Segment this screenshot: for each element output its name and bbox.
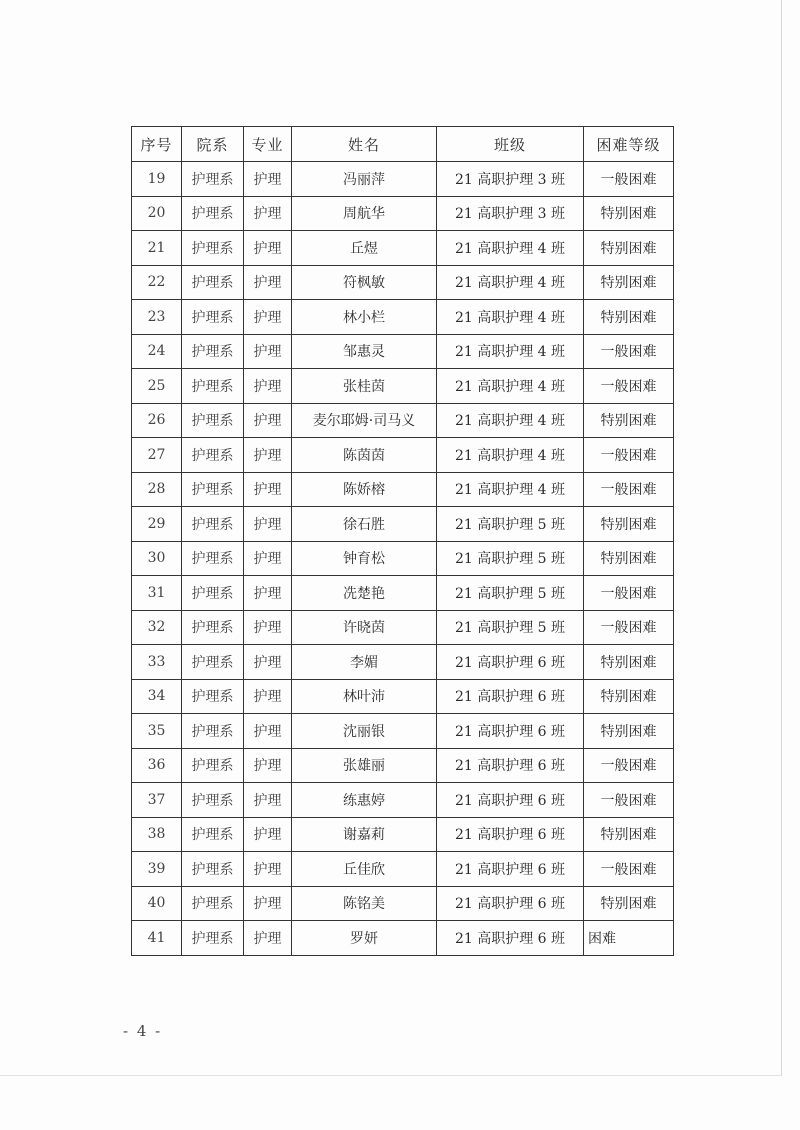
cell-grade: 特别困难 <box>584 231 674 266</box>
cell-seq: 29 <box>132 507 182 542</box>
cell-dept: 护理系 <box>182 403 244 438</box>
table-row <box>132 265 674 300</box>
table-row <box>132 369 674 404</box>
table-row <box>132 610 674 645</box>
cell-class: 21 高职护理 6 班 <box>437 645 584 680</box>
cell-major: 护理 <box>244 576 292 611</box>
cell-major: 护理 <box>244 231 292 266</box>
cell-name: 练惠婷 <box>292 783 437 818</box>
cell-dept: 护理系 <box>182 852 244 887</box>
cell-grade: 一般困难 <box>584 162 674 197</box>
cell-class: 21 高职护理 6 班 <box>437 679 584 714</box>
student-roster-table <box>131 126 674 956</box>
cell-name: 陈娇榕 <box>292 472 437 507</box>
cell-seq: 35 <box>132 714 182 749</box>
cell-name: 丘煜 <box>292 231 437 266</box>
cell-seq: 21 <box>132 231 182 266</box>
cell-name: 周航华 <box>292 196 437 231</box>
cell-grade: 一般困难 <box>584 334 674 369</box>
cell-class: 21 高职护理 5 班 <box>437 576 584 611</box>
cell-dept: 护理系 <box>182 162 244 197</box>
cell-class: 21 高职护理 4 班 <box>437 265 584 300</box>
cell-seq: 28 <box>132 472 182 507</box>
table-row <box>132 438 674 473</box>
cell-dept: 护理系 <box>182 438 244 473</box>
cell-major: 护理 <box>244 645 292 680</box>
cell-seq: 36 <box>132 748 182 783</box>
table-row <box>132 334 674 369</box>
cell-dept: 护理系 <box>182 541 244 576</box>
cell-major: 护理 <box>244 748 292 783</box>
cell-dept: 护理系 <box>182 369 244 404</box>
table-row <box>132 645 674 680</box>
cell-dept: 护理系 <box>182 783 244 818</box>
cell-grade: 特别困难 <box>584 714 674 749</box>
cell-dept: 护理系 <box>182 679 244 714</box>
table-row <box>132 196 674 231</box>
cell-major: 护理 <box>244 679 292 714</box>
cell-grade: 特别困难 <box>584 196 674 231</box>
cell-class: 21 高职护理 3 班 <box>437 196 584 231</box>
cell-name: 冯丽萍 <box>292 162 437 197</box>
cell-class: 21 高职护理 5 班 <box>437 610 584 645</box>
cell-major: 护理 <box>244 507 292 542</box>
header-dept: 院系 <box>182 127 244 162</box>
cell-grade: 特别困难 <box>584 817 674 852</box>
cell-class: 21 高职护理 3 班 <box>437 162 584 197</box>
cell-class: 21 高职护理 4 班 <box>437 231 584 266</box>
cell-name: 林小栏 <box>292 300 437 335</box>
cell-major: 护理 <box>244 369 292 404</box>
cell-seq: 41 <box>132 921 182 956</box>
cell-dept: 护理系 <box>182 610 244 645</box>
cell-grade: 困难 <box>584 921 674 956</box>
table-row <box>132 541 674 576</box>
header-major: 专业 <box>244 127 292 162</box>
cell-grade: 特别困难 <box>584 541 674 576</box>
cell-dept: 护理系 <box>182 748 244 783</box>
cell-class: 21 高职护理 4 班 <box>437 334 584 369</box>
cell-name: 麦尔耶姆·司马义 <box>292 403 437 438</box>
cell-major: 护理 <box>244 265 292 300</box>
cell-name: 沈丽银 <box>292 714 437 749</box>
cell-grade: 特别困难 <box>584 265 674 300</box>
cell-dept: 护理系 <box>182 196 244 231</box>
cell-class: 21 高职护理 6 班 <box>437 817 584 852</box>
cell-grade: 特别困难 <box>584 507 674 542</box>
cell-major: 护理 <box>244 541 292 576</box>
cell-name: 张雄丽 <box>292 748 437 783</box>
cell-name: 冼楚艳 <box>292 576 437 611</box>
cell-dept: 护理系 <box>182 265 244 300</box>
header-grade: 困难等级 <box>584 127 674 162</box>
cell-major: 护理 <box>244 852 292 887</box>
cell-class: 21 高职护理 6 班 <box>437 783 584 818</box>
cell-major: 护理 <box>244 472 292 507</box>
page-edge-right <box>781 0 782 1075</box>
cell-name: 徐石胜 <box>292 507 437 542</box>
cell-class: 21 高职护理 4 班 <box>437 438 584 473</box>
cell-grade: 特别困难 <box>584 645 674 680</box>
cell-class: 21 高职护理 5 班 <box>437 541 584 576</box>
cell-class: 21 高职护理 4 班 <box>437 369 584 404</box>
cell-name: 罗妍 <box>292 921 437 956</box>
table-row <box>132 748 674 783</box>
table-row <box>132 507 674 542</box>
cell-major: 护理 <box>244 162 292 197</box>
cell-dept: 护理系 <box>182 507 244 542</box>
cell-major: 护理 <box>244 783 292 818</box>
cell-name: 钟育松 <box>292 541 437 576</box>
cell-grade: 一般困难 <box>584 369 674 404</box>
cell-dept: 护理系 <box>182 714 244 749</box>
cell-seq: 24 <box>132 334 182 369</box>
table-row <box>132 852 674 887</box>
cell-grade: 一般困难 <box>584 852 674 887</box>
table-body <box>132 162 674 956</box>
cell-major: 护理 <box>244 886 292 921</box>
cell-grade: 一般困难 <box>584 438 674 473</box>
cell-dept: 护理系 <box>182 921 244 956</box>
header-class: 班级 <box>437 127 584 162</box>
cell-grade: 特别困难 <box>584 300 674 335</box>
cell-seq: 34 <box>132 679 182 714</box>
cell-name: 许晓茵 <box>292 610 437 645</box>
cell-grade: 特别困难 <box>584 679 674 714</box>
cell-major: 护理 <box>244 403 292 438</box>
cell-name: 陈铭美 <box>292 886 437 921</box>
cell-name: 谢嘉莉 <box>292 817 437 852</box>
cell-class: 21 高职护理 6 班 <box>437 921 584 956</box>
cell-seq: 39 <box>132 852 182 887</box>
table-row <box>132 231 674 266</box>
table-row <box>132 817 674 852</box>
cell-dept: 护理系 <box>182 231 244 266</box>
table-row <box>132 921 674 956</box>
cell-seq: 20 <box>132 196 182 231</box>
cell-dept: 护理系 <box>182 472 244 507</box>
cell-seq: 26 <box>132 403 182 438</box>
header-seq: 序号 <box>132 127 182 162</box>
cell-class: 21 高职护理 4 班 <box>437 403 584 438</box>
cell-grade: 一般困难 <box>584 472 674 507</box>
cell-dept: 护理系 <box>182 645 244 680</box>
cell-major: 护理 <box>244 610 292 645</box>
cell-grade: 特别困难 <box>584 886 674 921</box>
table-header-row <box>132 127 674 162</box>
cell-grade: 一般困难 <box>584 783 674 818</box>
cell-seq: 25 <box>132 369 182 404</box>
table-row <box>132 162 674 197</box>
cell-class: 21 高职护理 4 班 <box>437 300 584 335</box>
cell-dept: 护理系 <box>182 334 244 369</box>
cell-major: 护理 <box>244 438 292 473</box>
cell-grade: 一般困难 <box>584 748 674 783</box>
cell-class: 21 高职护理 6 班 <box>437 886 584 921</box>
cell-major: 护理 <box>244 300 292 335</box>
cell-seq: 30 <box>132 541 182 576</box>
cell-dept: 护理系 <box>182 300 244 335</box>
cell-dept: 护理系 <box>182 817 244 852</box>
cell-class: 21 高职护理 6 班 <box>437 852 584 887</box>
cell-name: 林叶沛 <box>292 679 437 714</box>
cell-seq: 38 <box>132 817 182 852</box>
cell-class: 21 高职护理 4 班 <box>437 472 584 507</box>
cell-seq: 31 <box>132 576 182 611</box>
cell-class: 21 高职护理 6 班 <box>437 748 584 783</box>
table-row <box>132 679 674 714</box>
table-row <box>132 783 674 818</box>
table-row <box>132 472 674 507</box>
cell-seq: 27 <box>132 438 182 473</box>
cell-major: 护理 <box>244 714 292 749</box>
table-row <box>132 403 674 438</box>
cell-seq: 37 <box>132 783 182 818</box>
cell-name: 张桂茵 <box>292 369 437 404</box>
table-row <box>132 576 674 611</box>
page-edge-bottom <box>0 1075 782 1076</box>
cell-grade: 特别困难 <box>584 403 674 438</box>
cell-name: 丘佳欣 <box>292 852 437 887</box>
cell-dept: 护理系 <box>182 576 244 611</box>
cell-dept: 护理系 <box>182 886 244 921</box>
table-row <box>132 714 674 749</box>
cell-grade: 一般困难 <box>584 576 674 611</box>
cell-major: 护理 <box>244 334 292 369</box>
table-row <box>132 886 674 921</box>
cell-name: 陈茵茵 <box>292 438 437 473</box>
cell-name: 邹惠灵 <box>292 334 437 369</box>
cell-class: 21 高职护理 6 班 <box>437 714 584 749</box>
cell-major: 护理 <box>244 196 292 231</box>
cell-seq: 22 <box>132 265 182 300</box>
cell-seq: 23 <box>132 300 182 335</box>
cell-major: 护理 <box>244 817 292 852</box>
cell-name: 李媚 <box>292 645 437 680</box>
cell-major: 护理 <box>244 921 292 956</box>
header-name: 姓名 <box>292 127 437 162</box>
cell-seq: 32 <box>132 610 182 645</box>
cell-seq: 19 <box>132 162 182 197</box>
cell-name: 符枫敏 <box>292 265 437 300</box>
cell-grade: 一般困难 <box>584 610 674 645</box>
cell-seq: 40 <box>132 886 182 921</box>
page-number: - 4 - <box>123 1022 163 1040</box>
cell-seq: 33 <box>132 645 182 680</box>
table-row <box>132 300 674 335</box>
cell-class: 21 高职护理 5 班 <box>437 507 584 542</box>
